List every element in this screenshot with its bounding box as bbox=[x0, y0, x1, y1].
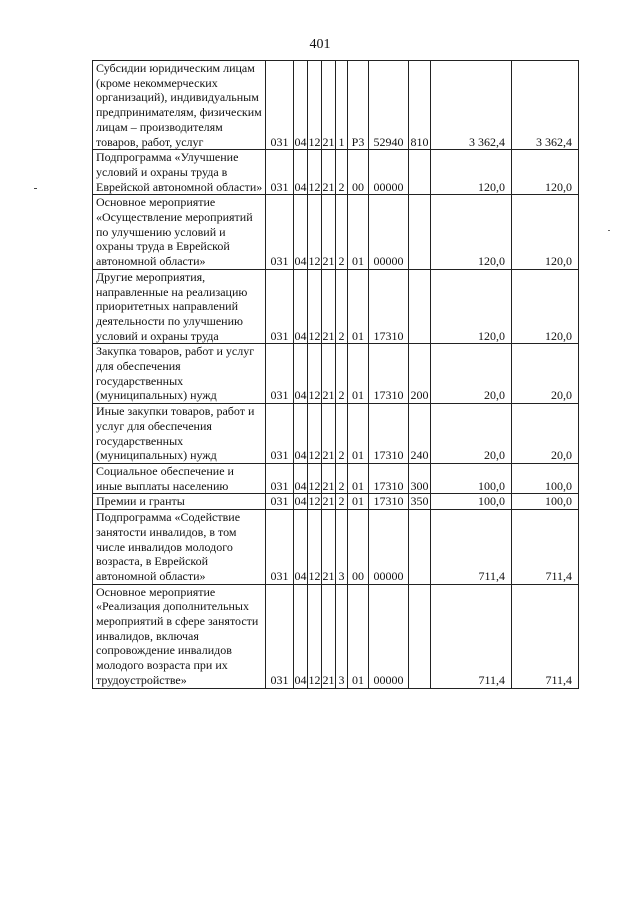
code-direction: 17310 bbox=[369, 269, 409, 344]
row-name: Иные закупки товаров, работ и услуг для обеспечения государственных (муниципальных) нужд bbox=[93, 404, 266, 464]
code-program: 21 bbox=[322, 584, 336, 688]
code-subsection: 12 bbox=[308, 510, 322, 585]
code-measure: 01 bbox=[348, 344, 369, 404]
code-subsection: 12 bbox=[308, 195, 322, 270]
table-row bbox=[93, 494, 579, 510]
code-direction: 00000 bbox=[369, 195, 409, 270]
code-subprogram: 2 bbox=[336, 404, 348, 464]
code-subprogram: 2 bbox=[336, 463, 348, 493]
code-expense-type bbox=[409, 195, 431, 270]
code-program: 21 bbox=[322, 404, 336, 464]
code-direction: 00000 bbox=[369, 510, 409, 585]
code-program: 21 bbox=[322, 195, 336, 270]
amount-1: 100,0 bbox=[431, 494, 512, 510]
code-admin: 031 bbox=[266, 150, 294, 195]
code-section: 04 bbox=[294, 344, 308, 404]
code-program: 21 bbox=[322, 150, 336, 195]
code-program: 21 bbox=[322, 344, 336, 404]
code-direction: 00000 bbox=[369, 584, 409, 688]
code-subprogram: 2 bbox=[336, 195, 348, 270]
row-name: Подпрограмма «Содействие занятости инвалидов, в том числе инвалидов молодого возраста, в Еврейской автономной области» bbox=[93, 510, 266, 585]
code-admin: 031 bbox=[266, 195, 294, 270]
row-name: Основное мероприятие «Реализация дополнительных мероприятий в сфере занятости инвалидов, включая сопровождение инвалидов молодого возраста при их трудоустройстве» bbox=[93, 584, 266, 688]
amount-2: 3 362,4 bbox=[512, 61, 579, 150]
amount-1: 120,0 bbox=[431, 150, 512, 195]
amount-2: 711,4 bbox=[512, 584, 579, 688]
amount-1: 3 362,4 bbox=[431, 61, 512, 150]
amount-2: 120,0 bbox=[512, 195, 579, 270]
code-section: 04 bbox=[294, 584, 308, 688]
table-row bbox=[93, 463, 579, 493]
code-expense-type bbox=[409, 510, 431, 585]
code-direction: 17310 bbox=[369, 344, 409, 404]
scan-artifact bbox=[34, 188, 37, 189]
code-admin: 031 bbox=[266, 61, 294, 150]
row-name: Премии и гранты bbox=[93, 494, 266, 510]
table-row bbox=[93, 584, 579, 688]
code-expense-type: 810 bbox=[409, 61, 431, 150]
code-measure: 01 bbox=[348, 584, 369, 688]
code-expense-type bbox=[409, 269, 431, 344]
amount-2: 100,0 bbox=[512, 463, 579, 493]
code-section: 04 bbox=[294, 150, 308, 195]
code-direction: 17310 bbox=[369, 404, 409, 464]
code-section: 04 bbox=[294, 269, 308, 344]
table-row bbox=[93, 404, 579, 464]
amount-1: 20,0 bbox=[431, 404, 512, 464]
code-subsection: 12 bbox=[308, 404, 322, 464]
page-number: 401 bbox=[309, 37, 331, 52]
code-program: 21 bbox=[322, 494, 335, 509]
code-admin: 031 bbox=[266, 404, 294, 464]
code-subprogram: 2 bbox=[336, 150, 348, 195]
code-measure: 01 bbox=[348, 494, 369, 510]
code-admin: 031 bbox=[266, 510, 294, 585]
code-admin: 031 bbox=[266, 584, 294, 688]
row-name: Основное мероприятие «Осуществление мероприятий по улучшению условий и охраны труда в Еврейской автономной области» bbox=[93, 195, 266, 270]
code-measure: 00 bbox=[348, 510, 369, 585]
code-expense-type bbox=[409, 584, 431, 688]
code-subsection: 12 bbox=[308, 61, 322, 150]
code-subprogram: 2 bbox=[336, 269, 348, 344]
code-expense-type: 350 bbox=[410, 494, 429, 509]
table-row bbox=[93, 150, 579, 195]
table-row bbox=[93, 61, 579, 150]
table-row bbox=[93, 269, 579, 344]
row-name: Социальное обеспечение и иные выплаты населению bbox=[93, 463, 266, 493]
budget-table bbox=[92, 60, 579, 689]
code-subsection: 12 bbox=[308, 584, 322, 688]
code-section: 04 bbox=[294, 195, 308, 270]
code-section: 04 bbox=[294, 404, 308, 464]
code-admin: 031 bbox=[266, 344, 294, 404]
code-measure: 01 bbox=[348, 269, 369, 344]
code-direction: 00000 bbox=[369, 150, 409, 195]
row-name: Другие мероприятия, направленные на реализацию приоритетных направлений деятельности по улучшению условий и охраны труда bbox=[93, 269, 266, 344]
code-measure: 00 bbox=[348, 150, 369, 195]
code-subprogram: 3 bbox=[336, 510, 348, 585]
code-admin: 031 bbox=[266, 269, 294, 344]
amount-1: 711,4 bbox=[431, 510, 512, 585]
code-direction: 17310 bbox=[369, 494, 409, 510]
amount-1: 120,0 bbox=[431, 269, 512, 344]
code-expense-type: 240 bbox=[409, 404, 431, 464]
code-section: 04 bbox=[294, 463, 308, 493]
code-admin: 031 bbox=[266, 463, 294, 493]
code-program: 21 bbox=[322, 61, 336, 150]
scan-artifact bbox=[608, 230, 610, 231]
code-subsection: 12 bbox=[308, 344, 322, 404]
code-section: 04 bbox=[294, 61, 308, 150]
amount-1: 20,0 bbox=[431, 344, 512, 404]
amount-2: 100,0 bbox=[512, 494, 579, 510]
code-subsection: 12 bbox=[308, 494, 321, 509]
code-measure: 01 bbox=[348, 195, 369, 270]
code-subprogram: 1 bbox=[336, 61, 348, 150]
amount-2: 711,4 bbox=[512, 510, 579, 585]
code-measure: 01 bbox=[348, 463, 369, 493]
row-name: Закупка товаров, работ и услуг для обеспечения государственных (муниципальных) нужд bbox=[93, 344, 266, 404]
code-section: 04 bbox=[294, 494, 307, 509]
amount-1: 120,0 bbox=[431, 195, 512, 270]
code-admin: 031 bbox=[266, 494, 294, 510]
code-section: 04 bbox=[294, 510, 308, 585]
code-measure: 01 bbox=[348, 404, 369, 464]
code-expense-type: 200 bbox=[409, 344, 431, 404]
code-program: 21 bbox=[322, 269, 336, 344]
row-name: Подпрограмма «Улучшение условий и охраны труда в Еврейской автономной области» bbox=[93, 150, 266, 195]
code-direction: 52940 bbox=[369, 61, 409, 150]
table-row bbox=[93, 195, 579, 270]
code-subsection: 12 bbox=[308, 150, 322, 195]
code-subsection: 12 bbox=[308, 269, 322, 344]
code-subprogram: 2 bbox=[336, 344, 348, 404]
code-subprogram: 2 bbox=[336, 494, 348, 510]
code-program: 21 bbox=[322, 510, 336, 585]
code-subprogram: 3 bbox=[336, 584, 348, 688]
code-measure: Р3 bbox=[348, 61, 369, 150]
amount-2: 120,0 bbox=[512, 269, 579, 344]
table-row bbox=[93, 510, 579, 585]
amount-1: 711,4 bbox=[431, 584, 512, 688]
code-direction: 17310 bbox=[369, 463, 409, 493]
amount-2: 120,0 bbox=[512, 150, 579, 195]
code-expense-type bbox=[409, 150, 431, 195]
row-name: Субсидии юридическим лицам (кроме некоммерческих организаций), индивидуальным предпринимателям, физическим лицам – производителям товаров, работ, услуг bbox=[93, 61, 266, 150]
code-program: 21 bbox=[322, 463, 336, 493]
code-expense-type: 300 bbox=[409, 463, 431, 493]
amount-2: 20,0 bbox=[512, 344, 579, 404]
amount-1: 100,0 bbox=[431, 463, 512, 493]
amount-2: 20,0 bbox=[512, 404, 579, 464]
table-row bbox=[93, 344, 579, 404]
code-subsection: 12 bbox=[308, 463, 322, 493]
